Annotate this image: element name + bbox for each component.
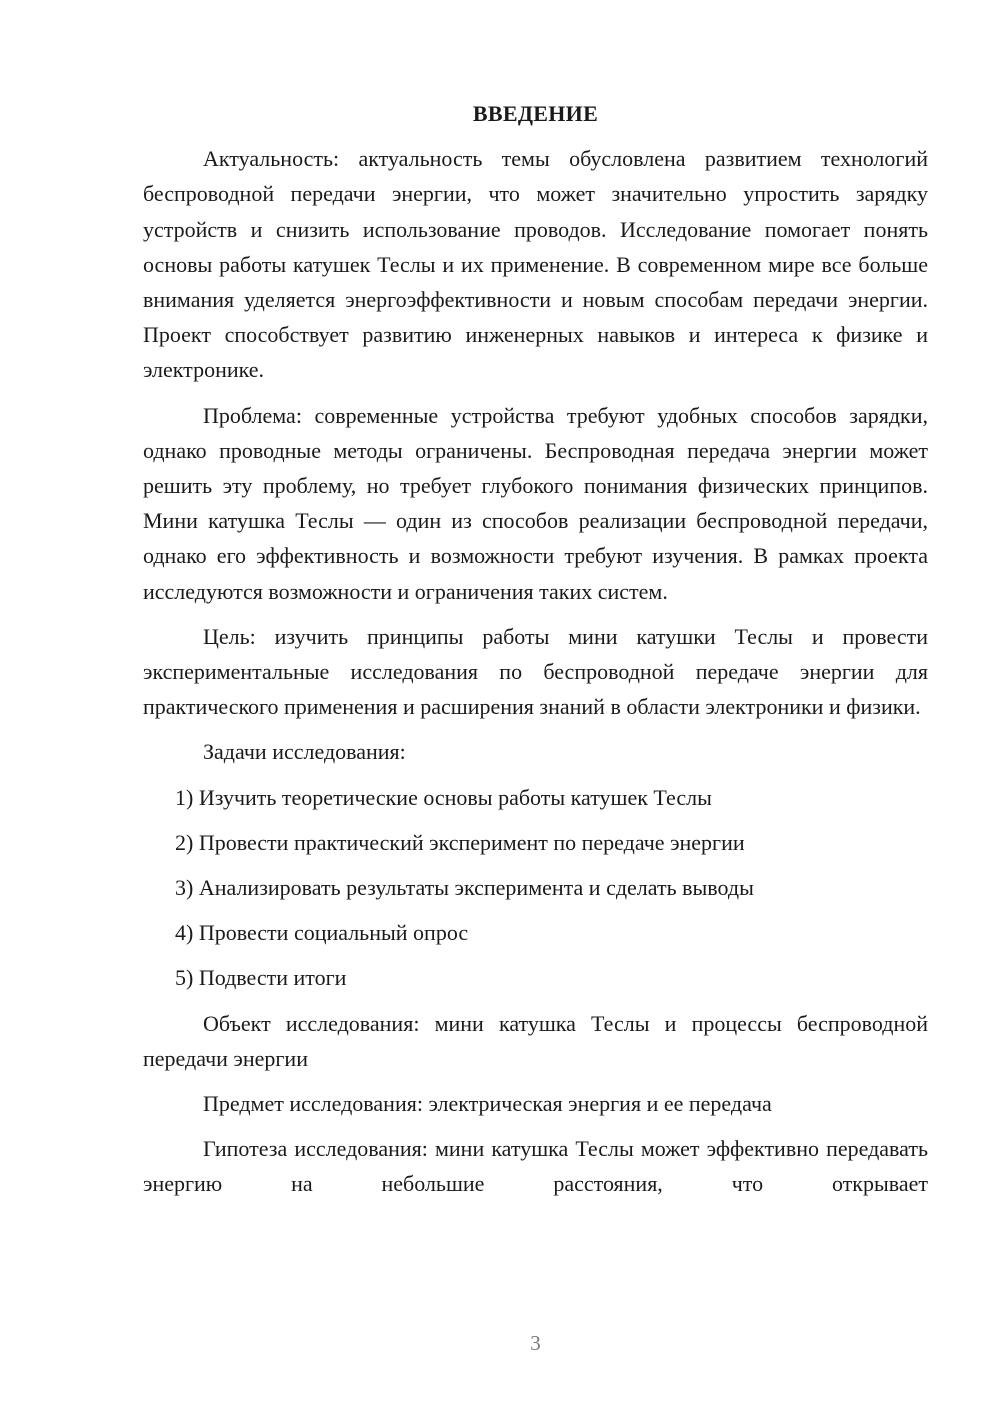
task-item: 5) Подвести итоги xyxy=(175,965,347,991)
task-item: 4) Провести социальный опрос xyxy=(175,920,469,946)
task-item: 3) Анализировать результаты эксперимента и сделать выводы xyxy=(175,875,754,901)
relevance-paragraph: Актуальность: актуальность темы обусловлена развитием технологий беспроводной передачи энергии, что может значительно упростить зарядку устройств и снизить использование проводов. Исследование помогает понять основы работы катушек Теслы и их применение. В современном мире все больше внимания уделяется энергоэффективности и новым способам передачи энергии. Проект способствует развитию инженерных навыков и интереса к физике и электронике. xyxy=(143,146,928,383)
tasks-list xyxy=(143,780,928,996)
task-item: 1) Изучить теоретические основы работы катушек Теслы xyxy=(175,784,712,810)
object-paragraph: Объект исследования: мини катушка Теслы и процессы беспроводной передачи энергии xyxy=(143,1010,928,1071)
problem-paragraph: Проблема: современные устройства требуют удобных способов зарядки, однако проводные методы ограничены. Беспроводная передача энергии может решить эту проблему, но требует глубокого понимания физических принципов. Мини катушка Теслы — один из способов реализации беспроводной передачи, однако его эффективность и возможности требуют изучения. В рамках проекта исследуются возможности и ограничения таких систем. xyxy=(143,402,928,604)
section-title: ВВЕДЕНИЕ xyxy=(472,101,599,126)
tasks-heading: Задачи исследования: xyxy=(203,739,406,765)
hypothesis-paragraph: Гипотеза исследования: мини катушка Теслы может эффективно передавать энергию на небольшие расстояния, что открывает xyxy=(143,1136,928,1197)
task-item: 2) Провести практический эксперимент по передаче энергии xyxy=(175,829,745,855)
page-content xyxy=(143,96,928,1212)
page-number: 3 xyxy=(530,1331,541,1355)
subject-paragraph: Предмет исследования: электрическая энергия и ее передача xyxy=(203,1091,772,1117)
goal-paragraph: Цель: изучить принципы работы мини катушки Теслы и провести экспериментальные исследования по беспроводной передаче энергии для практического применения и расширения знаний в области электроники и физики. xyxy=(143,623,928,720)
